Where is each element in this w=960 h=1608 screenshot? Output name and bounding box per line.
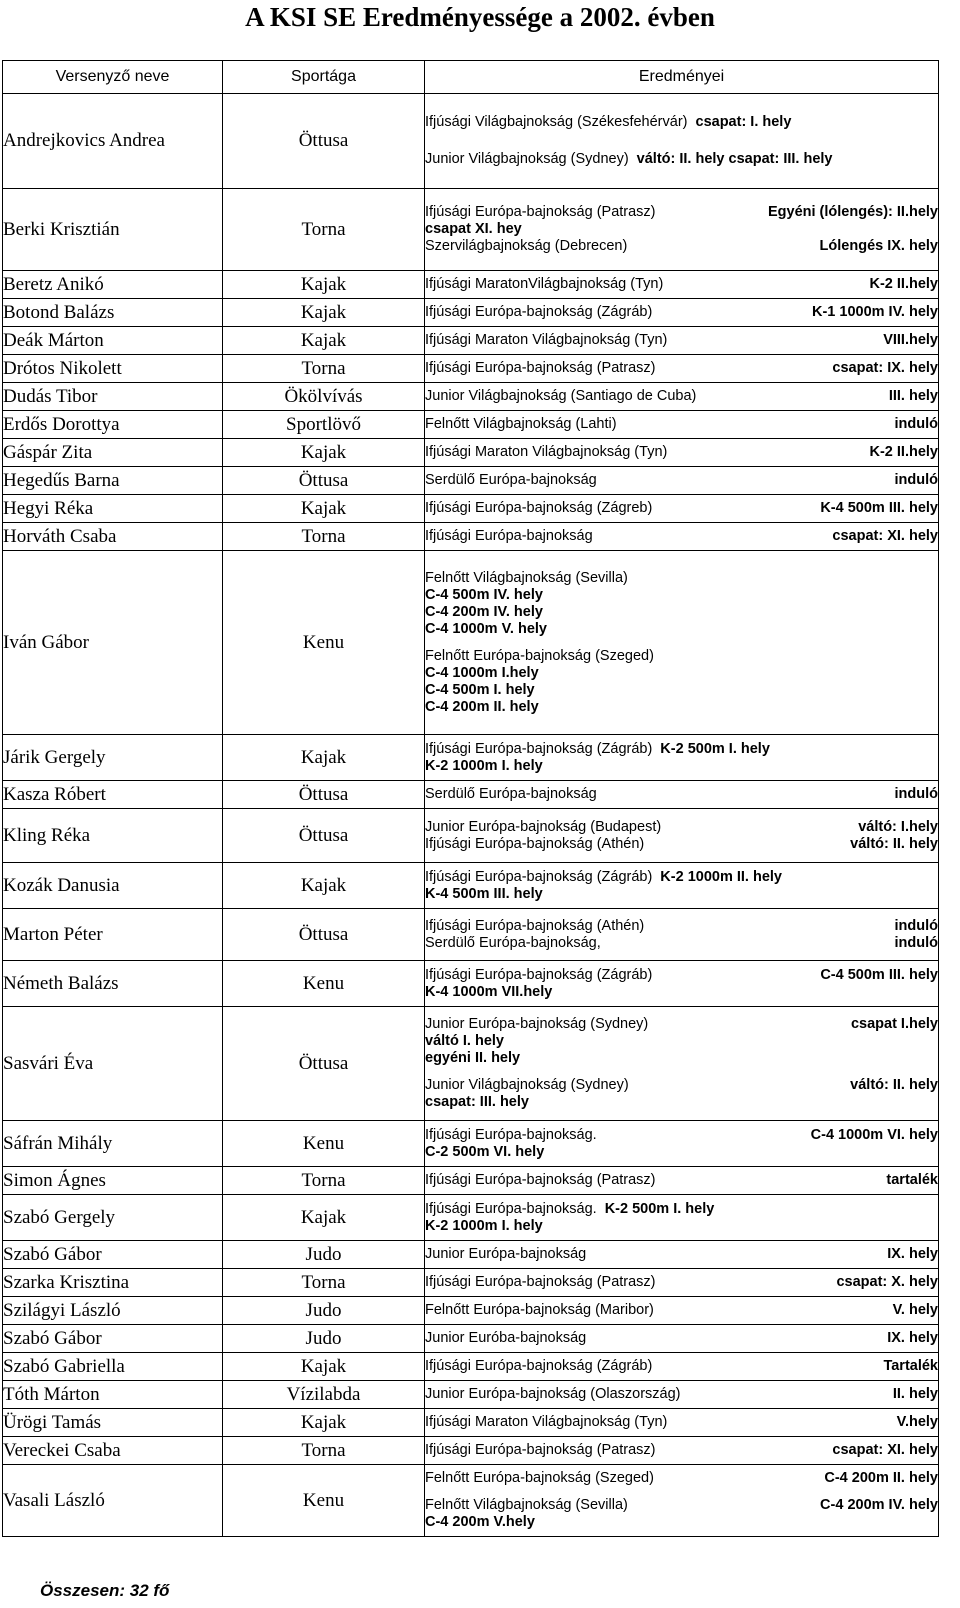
sport-name: Öttusa [223, 909, 425, 961]
sport-name: Kajak [223, 299, 425, 327]
result-detail: C-4 1000m V. hely [425, 620, 547, 637]
spacer [425, 1067, 938, 1077]
result-line [425, 151, 938, 168]
result-line [425, 1302, 938, 1319]
result-detail: C-4 200m II. hely [425, 698, 539, 715]
athlete-name: Németh Balázs [3, 961, 223, 1007]
results-cell [425, 383, 939, 411]
spacer [425, 131, 938, 141]
result-line [425, 570, 938, 587]
table-row [3, 1381, 939, 1409]
results-cell [425, 439, 939, 467]
result-value: váltó: I.hely [858, 818, 938, 835]
event-name: Ifjúsági Maraton Világbajnokság (Tyn) [425, 332, 668, 348]
sport-name: Kajak [223, 327, 425, 355]
result-line [425, 204, 938, 221]
result-line [425, 444, 938, 461]
header-sport: Sportága [223, 61, 425, 94]
spacer [425, 638, 938, 648]
sport-name: Torna [223, 1437, 425, 1465]
result-line [425, 1077, 938, 1094]
event-name: Ifjúsági Európa-bajnokság (Patrasz) [425, 360, 656, 376]
athlete-name: Kozák Danusia [3, 863, 223, 909]
event-name: Ifjúsági Világbajnokság (Székesfehérvár) [425, 114, 688, 130]
results-table [2, 60, 939, 1537]
result-value: K-2 II.hely [869, 444, 938, 460]
result-detail: K-4 500m III. hely [425, 885, 543, 902]
results-cell [425, 863, 939, 909]
table-row [3, 909, 939, 961]
athlete-name: Szilágyi László [3, 1297, 223, 1325]
sport-name: Torna [223, 1269, 425, 1297]
results-cell [425, 467, 939, 495]
table-row [3, 523, 939, 551]
result-line [425, 1127, 938, 1144]
event-name: Ifjúsági Európa-bajnokság (Patrasz) [425, 1274, 656, 1290]
result-line [425, 1414, 938, 1431]
athlete-name: Tóth Márton [3, 1381, 223, 1409]
table-row [3, 1465, 939, 1537]
athlete-name: Kling Réka [3, 809, 223, 863]
results-cell [425, 781, 939, 809]
result-value: K-4 500m III. hely [820, 500, 938, 516]
result-value: Tartalék [883, 1358, 938, 1374]
sport-name: Kenu [223, 1121, 425, 1167]
athlete-name: Szarka Krisztina [3, 1269, 223, 1297]
result-value: induló [894, 472, 938, 488]
result-line [425, 1172, 938, 1189]
table-row [3, 327, 939, 355]
result-detail: K-2 1000m I. hely [425, 757, 543, 774]
athlete-name: Botond Balázs [3, 299, 223, 327]
result-value: III. hely [888, 388, 938, 404]
event-name: Junior Európa-bajnokság [425, 1246, 587, 1262]
results-cell [425, 411, 939, 439]
result-value: csapat I.hely [850, 1016, 938, 1032]
result-value: csapat: IX. hely [832, 360, 938, 376]
athlete-name: Kasza Róbert [3, 781, 223, 809]
results-cell [425, 355, 939, 383]
result-line [425, 276, 938, 293]
table-row [3, 1167, 939, 1195]
result-value: induló [894, 934, 938, 951]
result-value: K-1 1000m IV. hely [811, 304, 938, 320]
result-value: csapat: X. hely [836, 1274, 938, 1290]
result-line [425, 1358, 938, 1375]
total-count: Összesen: 32 fő [40, 1581, 170, 1600]
results-cell [425, 1241, 939, 1269]
result-line [425, 1442, 938, 1459]
result-value: VIII.hely [883, 332, 938, 348]
sport-name: Kajak [223, 439, 425, 467]
event-name: Ifjúsági Európa-bajnokság (Athén) [425, 835, 645, 852]
table-row [3, 1269, 939, 1297]
result-value: C-4 200m IV. hely [820, 1497, 938, 1513]
result-line [425, 238, 938, 255]
event-name: Ifjúsági Európa-bajnokság (Athén) [425, 917, 645, 934]
table-row [3, 735, 939, 781]
result-line [425, 1497, 938, 1514]
event-name: Ifjúsági Európa-bajnokság [425, 528, 593, 544]
event-name: Junior Világbajnokság (Santiago de Cuba) [425, 388, 697, 404]
spacer [425, 141, 938, 151]
event-name: Ifjúsági Európa-bajnokság. [425, 1200, 597, 1217]
header-results: Eredményei [425, 61, 939, 94]
result-value: induló [894, 917, 938, 934]
athlete-name: Erdős Dorottya [3, 411, 223, 439]
result-line [425, 1201, 938, 1218]
result-detail: C-4 500m IV. hely [425, 586, 543, 603]
table-body [3, 94, 939, 1537]
results-cell [425, 1409, 939, 1437]
results-cell [425, 271, 939, 299]
result-line [425, 528, 938, 545]
results-cell [425, 1195, 939, 1241]
sport-name: Kajak [223, 863, 425, 909]
results-cell [425, 909, 939, 961]
result-value: IX. hely [887, 1330, 938, 1346]
athlete-name: Hegedűs Barna [3, 467, 223, 495]
spacer [425, 1487, 938, 1497]
table-row [3, 439, 939, 467]
result-value: Lólengés IX. hely [819, 238, 938, 254]
sport-name: Torna [223, 355, 425, 383]
sport-name: Kajak [223, 735, 425, 781]
event-name: Junior Európa-bajnokság (Budapest) [425, 818, 662, 835]
event-name: Ifjúsági Európa-bajnokság (Patrasz) [425, 1442, 656, 1458]
result-line [425, 1330, 938, 1347]
table-row [3, 189, 939, 271]
sport-name: Kenu [223, 551, 425, 735]
result-line [425, 304, 938, 321]
result-line [425, 819, 938, 836]
results-cell [425, 1167, 939, 1195]
event-name: Ifjúsági Európa-bajnokság (Zágráb) [425, 868, 653, 885]
athlete-name: Andrejkovics Andrea [3, 94, 223, 189]
athlete-name: Dudás Tibor [3, 383, 223, 411]
table-row [3, 94, 939, 189]
event-name: Szervilágbajnokság (Debrecen) [425, 238, 628, 254]
results-cell [425, 1437, 939, 1465]
result-line [425, 1386, 938, 1403]
results-cell [425, 523, 939, 551]
table-row [3, 1325, 939, 1353]
athlete-name: Marton Péter [3, 909, 223, 961]
result-line [425, 967, 938, 984]
event-name: Ifjúsági Maraton Világbajnokság (Tyn) [425, 1414, 668, 1430]
result-value: C-4 1000m VI. hely [810, 1126, 938, 1143]
athlete-name: Sáfrán Mihály [3, 1121, 223, 1167]
sport-name: Ökölvívás [223, 383, 425, 411]
result-value: IX. hely [887, 1246, 938, 1262]
sport-name: Öttusa [223, 781, 425, 809]
table-row [3, 271, 939, 299]
results-cell [425, 1465, 939, 1537]
result-detail: egyéni II. hely [425, 1050, 521, 1066]
result-value: váltó: II. hely [850, 1077, 938, 1093]
table-row [3, 1241, 939, 1269]
event-name: Ifjúsági Európa-bajnokság (Zágreb) [425, 500, 653, 516]
result-value: csapat: I. hely [695, 114, 792, 130]
results-cell [425, 1325, 939, 1353]
result-value: váltó: II. hely csapat: III. hely [636, 151, 833, 167]
result-value: II. hely [892, 1386, 938, 1402]
athlete-name: Beretz Anikó [3, 271, 223, 299]
result-detail: C-4 200m V.hely [425, 1514, 535, 1530]
table-row [3, 1437, 939, 1465]
sport-name: Vízilabda [223, 1381, 425, 1409]
result-detail: csapat XI. hey [425, 221, 522, 237]
result-line [425, 1470, 938, 1487]
result-detail: C-2 500m VI. hely [425, 1143, 545, 1160]
event-name: Ifjúsági Európa-bajnokság (Zágráb) [425, 740, 653, 757]
result-line [425, 332, 938, 349]
table-row [3, 495, 939, 523]
sport-name: Öttusa [223, 1007, 425, 1121]
athlete-name: Vereckei Csaba [3, 1437, 223, 1465]
table-row [3, 1353, 939, 1381]
result-value: váltó: II. hely [850, 835, 938, 852]
sport-name: Kajak [223, 495, 425, 523]
athlete-name: Sasvári Éva [3, 1007, 223, 1121]
event-name: Junior Világbajnokság (Sydney) [425, 1077, 629, 1093]
sport-name: Torna [223, 523, 425, 551]
result-line [425, 416, 938, 433]
table-row [3, 1409, 939, 1437]
result-value: induló [894, 416, 938, 432]
table-row [3, 863, 939, 909]
result-line [425, 918, 938, 935]
result-line [425, 472, 938, 489]
event-name: Ifjúsági Maraton Világbajnokság (Tyn) [425, 444, 668, 460]
results-cell [425, 1381, 939, 1409]
result-value: csapat: XI. hely [832, 528, 938, 544]
result-value: Egyéni (lólengés): II.hely [767, 204, 938, 220]
result-line [425, 500, 938, 517]
results-cell [425, 327, 939, 355]
results-cell [425, 495, 939, 523]
result-line [425, 1016, 938, 1033]
event-name: Felnőtt Európa-bajnokság (Szeged) [425, 647, 654, 664]
event-name: Junior Európa-bajnokság (Sydney) [425, 1016, 649, 1032]
sport-name: Öttusa [223, 94, 425, 189]
event-name: Ifjúsági Európa-bajnokság. [425, 1126, 597, 1143]
event-name: Junior Európa-bajnokság (Olaszország) [425, 1386, 681, 1402]
event-name: Felnőtt Világbajnokság (Lahti) [425, 416, 617, 432]
athlete-name: Horváth Csaba [3, 523, 223, 551]
result-detail: C-4 500m I. hely [425, 681, 535, 698]
table-row [3, 809, 939, 863]
sport-name: Kajak [223, 1353, 425, 1381]
result-detail: K-4 1000m VII.hely [425, 983, 553, 1000]
result-line [425, 360, 938, 377]
page-title: A KSI SE Eredményessége a 2002. évben [245, 2, 715, 32]
sport-name: Judo [223, 1297, 425, 1325]
sport-name: Öttusa [223, 467, 425, 495]
result-line [425, 869, 938, 886]
table-row [3, 467, 939, 495]
sport-name: Kajak [223, 271, 425, 299]
result-line [425, 114, 938, 131]
sport-name: Öttusa [223, 809, 425, 863]
results-cell [425, 735, 939, 781]
result-value: tartalék [886, 1172, 938, 1188]
result-line [425, 1246, 938, 1263]
event-name: Junior Világbajnokság (Sydney) [425, 151, 629, 167]
event-name: Ifjúsági Európa-bajnokság (Patrasz) [425, 1172, 656, 1188]
athlete-name: Járik Gergely [3, 735, 223, 781]
result-value: K-2 500m I. hely [604, 1200, 715, 1217]
event-name: Serdülő Európa-bajnokság [425, 786, 597, 802]
athlete-name: Simon Ágnes [3, 1167, 223, 1195]
athlete-name: Iván Gábor [3, 551, 223, 735]
results-cell [425, 299, 939, 327]
result-value: C-4 200m II. hely [824, 1470, 938, 1486]
sport-name: Judo [223, 1241, 425, 1269]
table-row [3, 411, 939, 439]
results-cell [425, 809, 939, 863]
results-cell [425, 1007, 939, 1121]
sport-name: Torna [223, 189, 425, 271]
result-detail: K-2 1000m I. hely [425, 1217, 543, 1234]
sport-name: Kajak [223, 1195, 425, 1241]
result-line [425, 648, 938, 665]
athlete-name: Szabó Gergely [3, 1195, 223, 1241]
result-line [425, 1274, 938, 1291]
event-name: Felnőtt Világbajnokság (Sevilla) [425, 569, 628, 586]
result-value: K-2 500m I. hely [660, 740, 770, 757]
athlete-name: Szabó Gábor [3, 1325, 223, 1353]
athlete-name: Drótos Nikolett [3, 355, 223, 383]
event-name: Ifjúsági MaratonVilágbajnokság (Tyn) [425, 276, 664, 292]
event-name: Ifjúsági Európa-bajnokság (Patrasz) [425, 204, 656, 220]
result-value: K-2 II.hely [869, 276, 938, 292]
results-cell [425, 1121, 939, 1167]
event-name: Ifjúsági Európa-bajnokság (Zágráb) [425, 966, 653, 983]
table-row [3, 355, 939, 383]
header-name: Versenyző neve [3, 61, 223, 94]
event-name: Felnőtt Európa-bajnokság (Szeged) [425, 1470, 654, 1486]
table-row [3, 383, 939, 411]
results-cell [425, 189, 939, 271]
table-row [3, 299, 939, 327]
result-line [425, 786, 938, 803]
athlete-name: Hegyi Réka [3, 495, 223, 523]
result-line [425, 388, 938, 405]
result-detail: csapat: III. hely [425, 1094, 529, 1110]
result-value: csapat: XI. hely [832, 1442, 938, 1458]
event-name: Ifjúsági Európa-bajnokság (Zágráb) [425, 304, 653, 320]
event-name: Felnőtt Európa-bajnokság (Maribor) [425, 1302, 654, 1318]
sport-name: Judo [223, 1325, 425, 1353]
table-row [3, 781, 939, 809]
event-name: Serdülő Európa-bajnokság [425, 472, 597, 488]
result-value: C-4 500m III. hely [820, 966, 938, 983]
athlete-name: Berki Krisztián [3, 189, 223, 271]
event-name: Junior Euróba-bajnokság [425, 1330, 587, 1346]
table-row [3, 1121, 939, 1167]
athlete-name: Gáspár Zita [3, 439, 223, 467]
sport-name: Kenu [223, 961, 425, 1007]
results-cell [425, 1269, 939, 1297]
results-cell [425, 961, 939, 1007]
table-row [3, 1297, 939, 1325]
table-row [3, 961, 939, 1007]
sport-name: Torna [223, 1167, 425, 1195]
result-value: K-2 1000m II. hely [660, 868, 782, 885]
result-detail: C-4 1000m I.hely [425, 664, 539, 681]
result-detail: váltó I. hely [425, 1033, 504, 1049]
athlete-name: Szabó Gabriella [3, 1353, 223, 1381]
table-row [3, 1007, 939, 1121]
athlete-name: Deák Márton [3, 327, 223, 355]
result-value: induló [894, 786, 938, 802]
athlete-name: Vasali László [3, 1465, 223, 1537]
result-value: V. hely [892, 1302, 938, 1318]
event-name: Serdülő Európa-bajnokság, [425, 934, 601, 951]
sport-name: Sportlövő [223, 411, 425, 439]
header-row [3, 61, 939, 94]
results-cell [425, 94, 939, 189]
athlete-name: Szabó Gábor [3, 1241, 223, 1269]
table-row [3, 1195, 939, 1241]
table-row [3, 551, 939, 735]
result-line [425, 741, 938, 758]
event-name: Ifjúsági Európa-bajnokság (Zágráb) [425, 1358, 653, 1374]
result-line [425, 836, 938, 853]
result-detail: C-4 200m IV. hely [425, 603, 543, 620]
results-cell [425, 551, 939, 735]
results-cell [425, 1297, 939, 1325]
result-line [425, 935, 938, 952]
results-cell [425, 1353, 939, 1381]
event-name: Felnőtt Világbajnokság (Sevilla) [425, 1497, 628, 1513]
athlete-name: Ürögi Tamás [3, 1409, 223, 1437]
sport-name: Kajak [223, 1409, 425, 1437]
result-value: V.hely [896, 1414, 938, 1430]
sport-name: Kenu [223, 1465, 425, 1537]
